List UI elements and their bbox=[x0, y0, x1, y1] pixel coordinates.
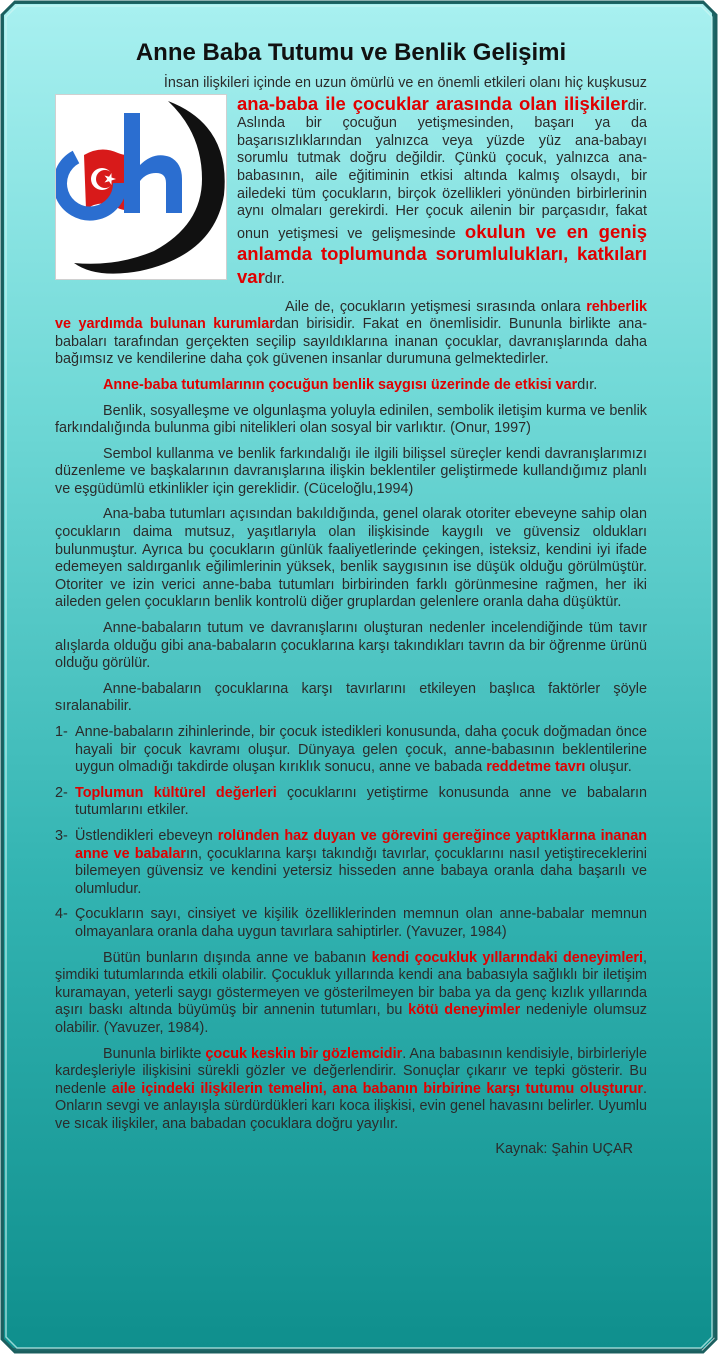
list-item-highlight: reddetme tavrı bbox=[486, 759, 586, 776]
gozlemci-text-3: . Onların sevgi ve anlayışla sürdürdükleri karı koca ilişkisi, evin genel havasını belirler. Uyumlu ve sıcak ilişkiler, ana babadan çocuklara doğru yayılır. bbox=[55, 1080, 648, 1132]
list-item-text: Üstlendikleri ebeveyn bbox=[75, 827, 218, 844]
deneyimler-text-3: nedeniyle olumsuz olabilir. (Yavuzer, 1984). bbox=[55, 1002, 647, 1036]
list-item-text-end: ın, çocuklarına karşı takındığı tavırlar, çocuklarını nasıl yetiştireceklerini bilemeyen güvensiz ve kendini yetersiz hisseden anne babaya oranla daha başarılı ve olumludur. bbox=[75, 845, 648, 897]
list-item-highlight: Toplumun kültürel değerleri bbox=[75, 784, 277, 801]
dh-logo-icon bbox=[56, 95, 228, 281]
paragraph-sembol: Sembol kullanma ve benlik farkındalığı ile ilgili bilişsel süreçler kendi davranışlarımızı düzenleme ve başkalarının davranışlarına ilişkin beklentiler geliştirmede kullandığımız planlı ve eşgüdümlü etkinlikler için gereklidir. (Cüceloğlu,1994) bbox=[55, 445, 647, 497]
intro-first-line: İnsan ilişkileri içinde en uzun ömürlü ve en önemli etkileri olanı hiç kuşkusuz bbox=[163, 75, 647, 91]
intro-text-2: dır. bbox=[264, 270, 285, 287]
gozlemci-text-2: . Ana babasının kendisiyle, birbirleriyle kardeşleriyle ilişkisini sürekli gözler ve değerlendirir. Sonuçlar çıkarır ve tepki gösterir. Bu nedenle bbox=[55, 1045, 647, 1097]
deneyimler-highlight-1: kendi çocukluk yıllarındaki deneyimleri bbox=[371, 949, 643, 966]
paragraph-deneyimler bbox=[55, 950, 647, 1038]
page-title: Anne Baba Tutumu ve Benlik Gelişimi bbox=[135, 39, 567, 66]
list-item-text-end: oluşur. bbox=[585, 759, 632, 776]
paragraph-nedenler: Anne-babaların tutum ve davranışlarını oluşturan nedenler incelendiğinde tüm tavır alışlarda olduğu gibi ana-babaların çocuklarına karşı takındıkları tavrın da bir öğrenme ürünü olduğu görülür. bbox=[55, 620, 647, 672]
benlik-saygisi-highlight: Anne-baba tutumlarının çocuğun benlik saygısı üzerinde de etkisi var bbox=[103, 376, 578, 393]
paragraph-gozlemci bbox=[55, 1046, 647, 1134]
paragraph-benlik: Benlik, sosyalleşme ve olgunlaşma yoluyla edinilen, sembolik iletişim kurma ve benlik farkındalığında bulunma gibi nitelikleri olan sosyal bir varlıktır. (Onur, 1997) bbox=[55, 402, 647, 437]
source-credit: Kaynak: Şahin UÇAR bbox=[495, 1141, 633, 1158]
paragraph-faktorler: Anne-babaların çocuklarına karşı tavırlarını etkileyen başlıca faktörler şöyle sıralanabilir. bbox=[55, 680, 647, 715]
deneyimler-text-2: , şimdiki tutumlarında etkili olabilir. Çocukluk yıllarında kendi ana babasıyla sağlıklı bir iletişim kuramayan, yeterli saygı göstermeyen ve gösterilmeyen bir baba ya da genç kızlık yıllarında aşırı baskı altında büyümüş bir annenin tutumları, bu bbox=[55, 949, 647, 1019]
list-item-highlight: rolünden haz duyan ve görevini gereğince yaptıklarına inanan anne ve babalar bbox=[75, 827, 648, 862]
intro-highlight-1: ana-baba ile çocuklar arasında olan ilişkiler bbox=[237, 92, 628, 114]
intro-text-1: dir. Aslında bir çocuğun yetişmesinden, başarı ya da başarısızlıklarından yalnızca veya yüzde yüz ana-babayı sorumlu tutmak doğru değildir. Çünkü çocuk, yalnızca ana-babasının, aile eğitiminin etkisi altında kalmış olsaydı, bir ailedeki tüm çocukların, birçok özellikleri yönünden birbirlerinin aynı olmaları gerekirdi. Her çocuk ailenin bir parçasıdır, fakat onun yetişmesi ve gelişmesinde bbox=[237, 97, 647, 242]
gozlemci-highlight-1: çocuk keskin bir gözlemcidir bbox=[205, 1045, 403, 1062]
factor-list bbox=[55, 724, 647, 942]
gozlemci-highlight-2: aile içindeki ilişkilerin temelini, ana babanın birbirine karşı tutumu oluşturur bbox=[111, 1080, 644, 1097]
paragraph-aile-text-2: dan birisidir. Fakat en önemlisidir. Bununla birlikte ana-babaları tarafından gerçekten seçilip sayıldıklarına inanan çocuklar, davranışlarında daha bağımsız ve kendilerine daha çok güvenen insanlar durumuna gelmektedirler. bbox=[55, 316, 648, 368]
list-item-text: Anne-babaların zihinlerinde, bir çocuk istedikleri konusunda, daha çocuk doğmadan önce hayali bir çocuk kavramı oluşur. Dünyaya gelen çocuk, anne-babasının beklentilerine uygun olmadığı takdirde oluşan kırıklık sonucu, anne ve babada bbox=[75, 724, 647, 776]
logo bbox=[55, 94, 227, 280]
list-item-text: Çocukların sayı, cinsiyet ve kişilik özelliklerinden memnun olan anne-babalar memnun olmayanlara oranla daha uygun tavırlara sahiptirler. (Yavuzer, 1984) bbox=[75, 906, 647, 940]
list-item bbox=[55, 828, 647, 898]
article-content bbox=[55, 38, 647, 1159]
paragraph-aile-highlight: rehberlik ve yardımda bulunan kurumlar bbox=[55, 298, 647, 333]
paragraph-otoriter: Ana-baba tutumları açısından bakıldığında, genel olarak otoriter ebeveyne sahip olan çocukların daima mutsuz, yaşıtlarıyla olan ilişkisinde kaygılı ve güvensiz oldukları bulunmuştur. Ayrıca bu çocukların günlük faaliyetlerinde çekingen, isteksiz, kendini iyi ifade edemeyen saldırganlık eğilimlerinin yüksek, benlik saygısının ise düşük olduğu görülmüştür. Otoriter ve izin verici anne-baba tutumları birbirinden farklı görünmesine rağmen, her iki aileden gelen çocukların benlik kontrolü diğer gruplardan gelenlere oranla daha düşüktür. bbox=[55, 506, 647, 611]
list-item bbox=[55, 785, 647, 820]
gozlemci-text-1: Bununla birlikte bbox=[103, 1045, 206, 1062]
paragraph-benlik-saygisi bbox=[55, 377, 647, 395]
list-item bbox=[55, 724, 647, 777]
intro-highlight-2: okulun ve en geniş anlamda toplumunda sorumlulukları, katkıları var bbox=[237, 220, 647, 287]
list-item-number: 1- bbox=[55, 724, 68, 740]
list-item bbox=[55, 906, 647, 941]
list-item-number: 2- bbox=[55, 784, 68, 801]
benlik-saygisi-text: dır. bbox=[577, 376, 598, 393]
list-item-number: 4- bbox=[55, 906, 68, 923]
deneyimler-text-1: Bütün bunların dışında anne ve babanın bbox=[103, 949, 372, 966]
list-item-text-end: çocuklarını yetiştirme konusunda anne ve babaların tutumlarını etkiler. bbox=[75, 784, 647, 819]
paragraph-aile bbox=[55, 299, 647, 369]
paragraph-aile-text-1: Aile de, çocukların yetişmesi sırasında onlara bbox=[285, 298, 587, 315]
list-item-number: 3- bbox=[55, 827, 68, 844]
deneyimler-highlight-2: kötü deneyimler bbox=[408, 1002, 521, 1019]
